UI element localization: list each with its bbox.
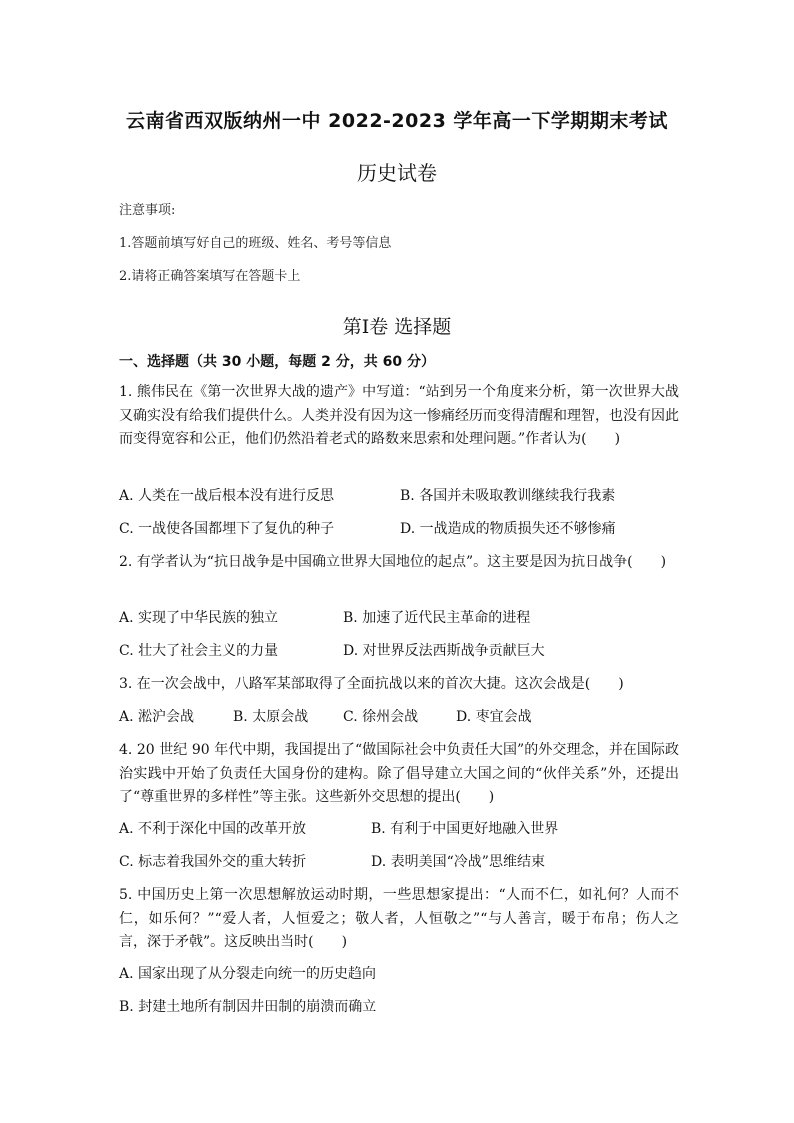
question-4-option-d: D. 表明美国“冷战”思维结束 xyxy=(371,854,545,870)
notes-item: 2.请将正确答案填写在答题卡上 xyxy=(119,269,301,284)
question-2-option-c: C. 壮大了社会主义的力量 xyxy=(119,643,279,659)
question-3-option-c: C. 徐州会战 xyxy=(343,709,419,725)
question-3-option-d: D. 枣宜会战 xyxy=(456,709,532,725)
question-3-option-a: A. 淞沪会战 xyxy=(119,709,195,725)
part-heading: 一、选择题（共 30 小题，每题 2 分，共 60 分） xyxy=(119,354,435,370)
question-1-option-a: A. 人类在一战后根本没有进行反思 xyxy=(119,488,335,504)
question-4-option-a: A. 不利于深化中国的改革开放 xyxy=(119,821,307,837)
question-3-text: 3. 在一次会战中，八路军某部取得了全面抗战以来的首次大捷。这次会战是( ) xyxy=(119,676,624,692)
question-1-option-d: D. 一战造成的物质损失还不够惨痛 xyxy=(400,521,616,537)
question-2-option-d: D. 对世界反法西斯战争贡献巨大 xyxy=(343,643,545,659)
question-1-option-b: B. 各国并未吸取教训继续我行我素 xyxy=(400,488,616,504)
section-title: 第Ⅰ卷 选择题 xyxy=(342,316,452,338)
notes-heading: 注意事项: xyxy=(119,203,176,218)
question-2-text: 2. 有学者认为“抗日战争是中国确立世界大国地位的起点”。这主要是因为抗日战争( ) xyxy=(119,554,667,570)
question-4-option-c: C. 标志着我国外交的重大转折 xyxy=(119,854,307,870)
exam-subtitle: 历史试卷 xyxy=(357,161,437,185)
question-2-option-b: B. 加速了近代民主革命的进程 xyxy=(343,610,531,626)
question-3-option-b: B. 太原会战 xyxy=(233,709,309,725)
question-4-text: 4. 20 世纪 90 年代中期，我国提出了“做国际社会中负责任大国”的外交理念，并在国际政治实践中开始了负责任大国身份的建构。除了倡导建立大国之间的“伙伴关系”外，还提出了“尊重世界的多样性”等主张。这些新外交思想的提出( ) xyxy=(119,742,679,806)
question-4-option-b: B. 有利于中国更好地融入世界 xyxy=(371,821,559,837)
question-5-text: 5. 中国历史上第一次思想解放运动时期，一些思想家提出：“人而不仁，如礼何？人而不仁，如乐何？”“爱人者，人恒爱之；敬人者，人恒敬之”“与人善言，暖于布帛；伤人之言，深于矛戟”。这反映出当时( ) xyxy=(119,887,679,951)
exam-title: 云南省西双版纳州一中 2022-2023 学年高一下学期期末考试 xyxy=(126,110,668,132)
question-1-option-c: C. 一战使各国都埋下了复仇的种子 xyxy=(119,521,335,537)
question-5-option-b: B. 封建土地所有制因井田制的崩溃而确立 xyxy=(119,999,377,1015)
notes-item: 1.答题前填写好自己的班级、姓名、考号等信息 xyxy=(119,236,392,251)
question-1-text: 1. 熊伟民在《第一次世界大战的遗产》中写道：“站到另一个角度来分析，第一次世界大战又确实没有给我们提供什么。人类并没有因为这一惨痛经历而变得清醒和理智，也没有因此而变得宽容和公正，他们仍然沿着老式的路数来思索和处理问题。”作者认为( ) xyxy=(119,384,679,448)
question-5-option-a: A. 国家出现了从分裂走向统一的历史趋向 xyxy=(119,966,377,982)
question-2-option-a: A. 实现了中华民族的独立 xyxy=(119,610,279,626)
